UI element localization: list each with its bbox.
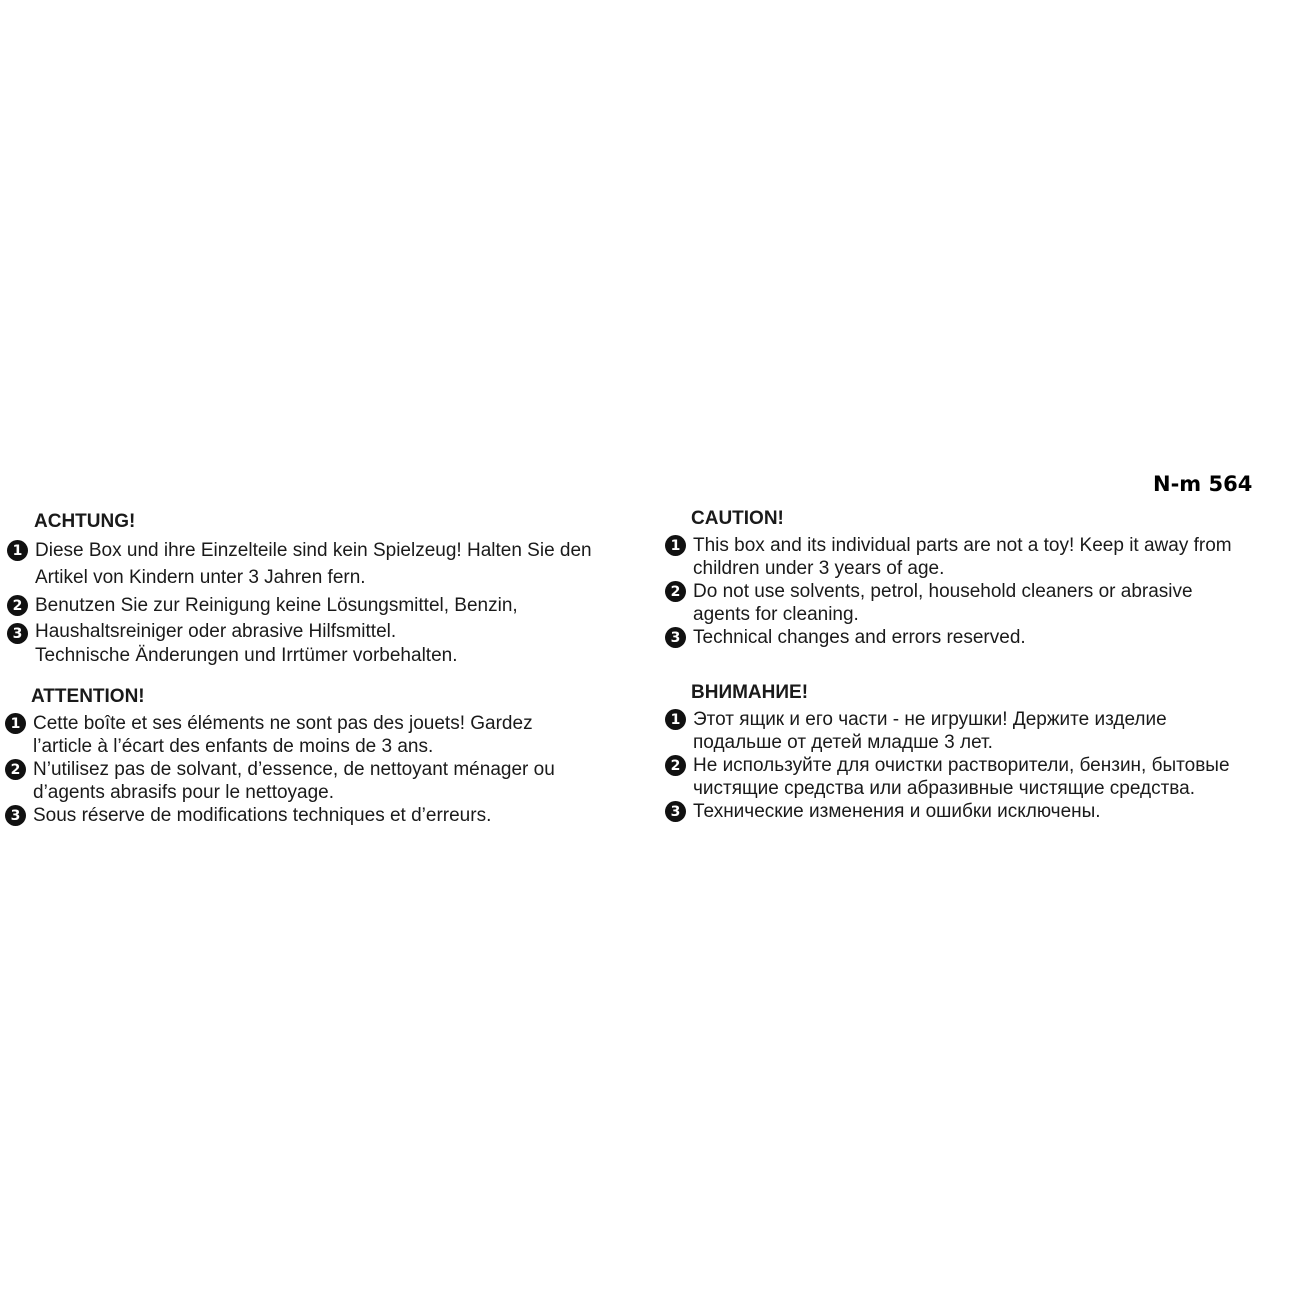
item-line: l’article à l’écart des enfants de moins de 3 ans.: [33, 736, 434, 757]
number-badge-icon: 2: [7, 595, 28, 616]
number-badge-icon: 1: [7, 540, 28, 561]
number-badge-icon: 2: [665, 755, 686, 776]
number-badge-icon: 2: [665, 581, 686, 602]
list-item: [665, 800, 1230, 823]
block-title: CAUTION!: [691, 508, 784, 529]
item-line: This box and its individual parts are not a toy! Keep it away from: [693, 535, 1232, 556]
item-line: Artikel von Kindern unter 3 Jahren fern.: [35, 567, 366, 588]
item-line: Diese Box und ihre Einzelteile sind kein Spielzeug! Halten Sie den: [35, 540, 592, 561]
item-line: чистящие средства или абразивные чистящие средства.: [693, 778, 1196, 799]
document-code: N-m 564: [1153, 472, 1253, 496]
number-badge-icon: 3: [7, 623, 28, 644]
number-badge-icon: 2: [5, 759, 26, 780]
list-item: [665, 534, 1232, 580]
block-title: ACHTUNG!: [34, 511, 136, 532]
item-line: N’utilisez pas de solvant, d’essence, de nettoyant ménager ou: [33, 759, 555, 780]
item-line: Этот ящик и его части - не игрушки! Держите изделие: [693, 709, 1167, 730]
item-line: agents for cleaning.: [693, 604, 859, 625]
number-badge-icon: 3: [5, 805, 26, 826]
item-line: Cette boîte et ses éléments ne sont pas des jouets! Gardez: [33, 713, 533, 734]
number-badge-icon: 3: [665, 801, 686, 822]
list-item: [7, 537, 592, 591]
item-line: children under 3 years of age.: [693, 558, 945, 579]
number-badge-icon: 3: [665, 627, 686, 648]
number-badge-icon: 1: [665, 535, 686, 556]
list-item: [5, 758, 555, 804]
number-badge-icon: 1: [5, 713, 26, 734]
warning-block-fr: [5, 686, 555, 827]
item-line: Technische Änderungen und Irrtümer vorbehalten.: [35, 645, 458, 666]
list-item: [665, 754, 1230, 800]
warning-block-en: [665, 508, 1232, 649]
list-item: [5, 712, 555, 758]
item-line: подальше от детей младше 3 лет.: [693, 732, 993, 753]
block-title: ВНИМАНИЕ!: [691, 682, 809, 703]
item-line: Benutzen Sie zur Reinigung keine Lösungsmittel, Benzin,: [35, 595, 518, 616]
item-line: Не используйте для очистки растворители, бензин, бытовые: [693, 755, 1230, 776]
item-line: Technical changes and errors reserved.: [693, 627, 1026, 648]
item-line: Sous réserve de modifications techniques et d’erreurs.: [33, 805, 492, 826]
list-item: [665, 626, 1232, 649]
item-line: Do not use solvents, petrol, household cleaners or abrasive: [693, 581, 1193, 602]
list-item: [665, 580, 1232, 626]
list-item: [7, 592, 592, 619]
number-badge-icon: 1: [665, 709, 686, 730]
warning-block-de: [7, 511, 592, 669]
list-item: [665, 708, 1230, 754]
block-title: ATTENTION!: [31, 686, 145, 707]
list-item: [7, 620, 592, 668]
item-line: d’agents abrasifs pour le nettoyage.: [33, 782, 335, 803]
warning-block-ru: [665, 682, 1230, 823]
item-line: Технические изменения и ошибки исключены.: [693, 801, 1101, 822]
item-line: Haushaltsreiniger oder abrasive Hilfsmittel.: [35, 621, 397, 642]
list-item: [5, 804, 555, 827]
